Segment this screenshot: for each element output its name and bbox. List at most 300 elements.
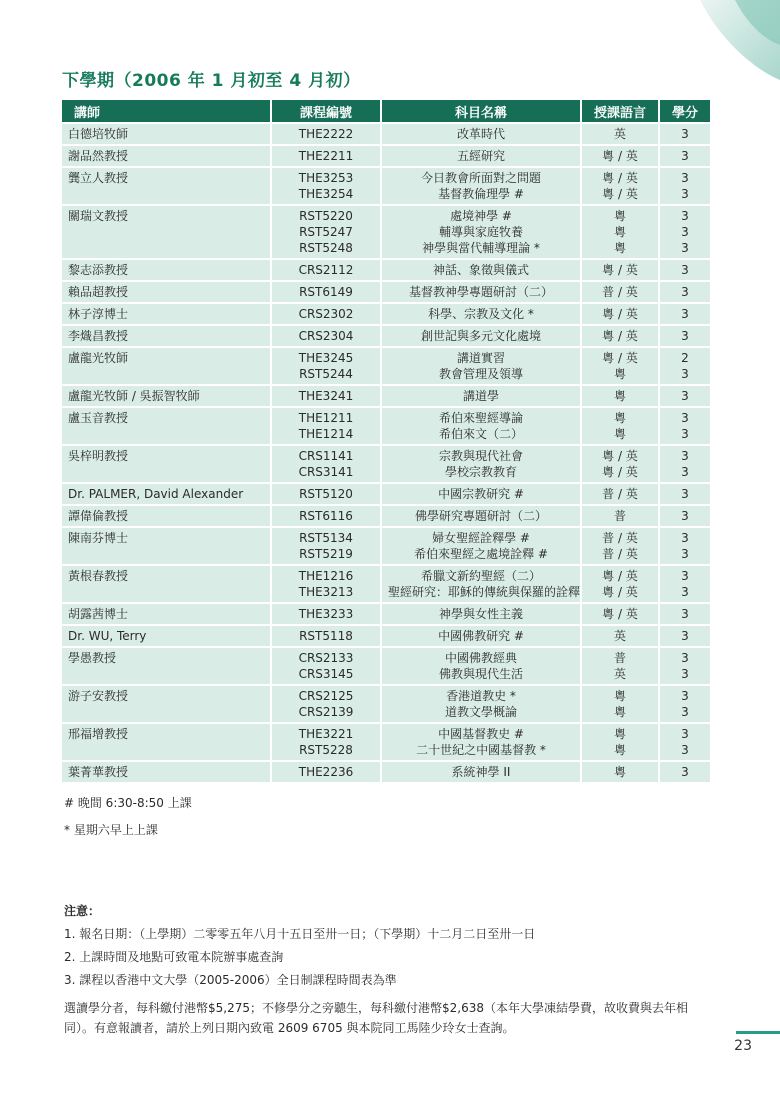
instructor-cell [62, 282, 272, 302]
course-code-value: RST5244 [299, 367, 353, 381]
course-code-value: THE3245 [298, 351, 354, 365]
instructor-cell [62, 260, 272, 280]
instructor-name: 關瑞文教授 [68, 209, 129, 223]
course-name-value: 二十世紀之中國基督教 * [416, 743, 546, 757]
credits-cell [660, 168, 710, 204]
language-cell [582, 206, 660, 258]
course-code-cell [272, 762, 382, 782]
credits-cell [660, 484, 710, 504]
header-credits: 學分 [660, 100, 710, 122]
instructor-name: 盧龍光牧師 / 吳振智牧師 [68, 389, 200, 403]
credits-value: 3 [681, 465, 689, 479]
course-code-value: THE2236 [298, 765, 354, 779]
course-code-value: CRS2133 [298, 651, 354, 665]
instructor-cell [62, 484, 272, 504]
course-code-value: THE3241 [298, 389, 354, 403]
notes-section [64, 902, 716, 1038]
credits-value: 3 [681, 743, 689, 757]
table-row [62, 506, 710, 526]
language-value: 英 [613, 667, 626, 681]
course-name-cell [382, 304, 582, 324]
course-name-cell [382, 626, 582, 646]
instructor-name: 黃根春教授 [68, 569, 129, 583]
language-cell [582, 724, 660, 760]
course-name-value: 學校宗教教育 [444, 465, 517, 479]
course-name-cell [382, 446, 582, 482]
credits-cell [660, 566, 710, 602]
language-value: 粵 / 英 [602, 607, 638, 621]
language-value: 粵 [613, 727, 626, 741]
course-name-value: 處境神學 # [450, 209, 512, 223]
course-code-value: CRS3145 [298, 667, 354, 681]
credits-value: 3 [681, 367, 689, 381]
footnote-saturday: * 星期六早上上課 [64, 823, 158, 837]
table-row [62, 566, 710, 602]
credits-cell [660, 206, 710, 258]
course-code-value: RST5118 [299, 629, 353, 643]
table-row [62, 604, 710, 624]
course-code-cell [272, 528, 382, 564]
language-cell [582, 762, 660, 782]
course-code-value: CRS2302 [298, 307, 354, 321]
table-row [62, 762, 710, 782]
language-cell [582, 626, 660, 646]
course-name-value: 宗教與現代社會 [438, 449, 523, 463]
course-name-value: 教會管理及領導 [438, 367, 523, 381]
course-code-value: CRS3141 [298, 465, 354, 479]
credits-value: 3 [681, 487, 689, 501]
note-item: 2. 上課時間及地點可致電本院辦事處查詢 [64, 950, 284, 964]
instructor-name: 李熾昌教授 [68, 329, 129, 343]
instructor-cell [62, 408, 272, 444]
course-name-cell [382, 168, 582, 204]
course-code-value: THE2211 [298, 149, 354, 163]
section-heading: 下學期（2006 年 1 月初至 4 月初） [62, 71, 361, 91]
course-name-value: 香港道教史 * [446, 689, 516, 703]
credits-value: 3 [681, 727, 689, 741]
course-code-cell [272, 282, 382, 302]
instructor-cell [62, 626, 272, 646]
credits-value: 3 [681, 569, 689, 583]
course-code-value: THE1211 [298, 411, 354, 425]
language-cell [582, 484, 660, 504]
credits-value: 2 [681, 351, 689, 365]
instructor-cell [62, 146, 272, 166]
course-code-value: RST5247 [299, 225, 353, 239]
credits-value: 3 [681, 171, 689, 185]
course-name-value: 道教文學概論 [444, 705, 517, 719]
instructor-cell [62, 386, 272, 406]
course-name-value: 中國宗教研究 # [438, 487, 524, 501]
language-cell [582, 506, 660, 526]
course-name-cell [382, 260, 582, 280]
course-name-value: 今日教會所面對之問題 [420, 171, 541, 185]
instructor-cell [62, 168, 272, 204]
course-code-value: RST5228 [299, 743, 353, 757]
course-name-cell [382, 762, 582, 782]
course-code-value: CRS2112 [298, 263, 354, 277]
table-row [62, 124, 710, 144]
credits-value: 3 [681, 585, 689, 599]
table-row [62, 260, 710, 280]
language-value: 粵 / 英 [602, 171, 638, 185]
instructor-name: 黎志添教授 [68, 263, 129, 277]
instructor-cell [62, 528, 272, 564]
credits-value: 3 [681, 285, 689, 299]
credits-value: 3 [681, 209, 689, 223]
language-cell [582, 566, 660, 602]
language-cell [582, 124, 660, 144]
table-row [62, 724, 710, 760]
instructor-cell [62, 566, 272, 602]
credits-cell [660, 348, 710, 384]
credits-value: 3 [681, 509, 689, 523]
credits-cell [660, 762, 710, 782]
language-value: 普 / 英 [602, 285, 638, 299]
course-name-cell [382, 506, 582, 526]
course-name-cell [382, 566, 582, 602]
course-code-value: RST6116 [299, 509, 353, 523]
instructor-cell [62, 206, 272, 258]
fee-paragraph: 選讀學分者，每科繳付港幣$5,275；不修學分之旁聽生，每科繳付港幣$2,638（本年大學凍結學費，故收費與去年相同）。有意報讀者，請於上列日期內致電 2609 6705 與本院同工馬陸少玲女士查詢。 [64, 1001, 688, 1035]
table-row [62, 282, 710, 302]
language-value: 粵 / 英 [602, 465, 638, 479]
credits-cell [660, 648, 710, 684]
credits-cell [660, 506, 710, 526]
footnote-evening: # 晚間 6:30-8:50 上課 [64, 796, 192, 810]
course-code-cell [272, 326, 382, 346]
language-value: 粵 [613, 689, 626, 703]
course-name-value: 佛教與現代生活 [438, 667, 523, 681]
credits-value: 3 [681, 225, 689, 239]
course-name-value: 講道實習 [456, 351, 505, 365]
language-value: 粵 / 英 [602, 585, 638, 599]
credits-value: 3 [681, 427, 689, 441]
language-value: 普 [613, 651, 626, 665]
credits-value: 3 [681, 263, 689, 277]
course-name-value: 婦女聖經詮釋學 # [432, 531, 530, 545]
credits-value: 3 [681, 651, 689, 665]
page-accent-line [736, 1031, 780, 1034]
instructor-cell [62, 304, 272, 324]
instructor-cell [62, 506, 272, 526]
course-code-cell [272, 146, 382, 166]
course-name-value: 系統神學 II [451, 765, 511, 779]
course-code-cell [272, 484, 382, 504]
language-value: 普 / 英 [602, 547, 638, 561]
course-code-value: THE3221 [298, 727, 354, 741]
credits-value: 3 [681, 411, 689, 425]
table-row [62, 446, 710, 482]
instructor-name: 賴品超教授 [68, 285, 129, 299]
course-name-cell [382, 484, 582, 504]
course-name-cell [382, 604, 582, 624]
table-row [62, 146, 710, 166]
course-name-value: 希伯來聖經之處境詮釋 # [414, 547, 548, 561]
course-name-cell [382, 408, 582, 444]
course-code-cell [272, 724, 382, 760]
language-value: 英 [613, 127, 626, 141]
credits-value: 3 [681, 329, 689, 343]
course-code-cell [272, 604, 382, 624]
instructor-name: 葉菁華教授 [68, 765, 129, 779]
course-name-value: 科學、宗教及文化 * [428, 307, 534, 321]
credits-cell [660, 260, 710, 280]
course-name-value: 改革時代 [456, 127, 505, 141]
instructor-name: 謝品然教授 [68, 149, 129, 163]
credits-value: 3 [681, 241, 689, 255]
course-code-value: CRS2125 [298, 689, 354, 703]
language-value: 普 / 英 [602, 487, 638, 501]
table-row [62, 648, 710, 684]
credits-cell [660, 282, 710, 302]
language-value: 粵 [613, 705, 626, 719]
credits-value: 3 [681, 531, 689, 545]
course-name-cell [382, 206, 582, 258]
course-code-cell [272, 348, 382, 384]
language-value: 普 / 英 [602, 531, 638, 545]
course-name-cell [382, 326, 582, 346]
header-language: 授課語言 [582, 100, 660, 122]
instructor-name: 邢福增教授 [68, 727, 129, 741]
instructor-cell [62, 648, 272, 684]
course-name-cell [382, 386, 582, 406]
credits-value: 3 [681, 667, 689, 681]
instructor-name: 學愚教授 [68, 651, 117, 665]
table-row [62, 168, 710, 204]
language-cell [582, 348, 660, 384]
course-code-cell [272, 260, 382, 280]
course-name-value: 希伯來聖經導論 [438, 411, 523, 425]
course-code-value: THE3254 [298, 187, 354, 201]
table-row [62, 304, 710, 324]
course-code-value: THE3253 [298, 171, 354, 185]
credits-value: 3 [681, 127, 689, 141]
language-value: 粵 [613, 241, 626, 255]
language-cell [582, 304, 660, 324]
course-code-cell [272, 304, 382, 324]
course-name-value: 希伯來文（二） [438, 427, 523, 441]
page-number: 23 [734, 1038, 752, 1054]
language-value: 粵 / 英 [602, 307, 638, 321]
course-name-cell [382, 648, 582, 684]
credits-cell [660, 326, 710, 346]
language-cell [582, 648, 660, 684]
course-name-cell [382, 348, 582, 384]
course-name-cell [382, 282, 582, 302]
course-name-value: 基督教神學專題研討（二） [408, 285, 553, 299]
course-code-value: CRS2139 [298, 705, 354, 719]
instructor-cell [62, 604, 272, 624]
course-name-cell [382, 124, 582, 144]
course-name-cell [382, 724, 582, 760]
credits-value: 3 [681, 765, 689, 779]
course-code-value: THE3233 [298, 607, 354, 621]
language-value: 粵 [613, 765, 626, 779]
credits-cell [660, 304, 710, 324]
instructor-name: Dr. PALMER, David Alexander [68, 487, 244, 501]
language-value: 普 [613, 509, 626, 523]
course-name-value: 神話、象徵與儀式 [432, 263, 529, 277]
credits-value: 3 [681, 607, 689, 621]
course-name-value: 聖經研究：耶穌的傳統與保羅的詮釋 [388, 585, 581, 599]
table-row [62, 528, 710, 564]
credits-cell [660, 408, 710, 444]
course-name-cell [382, 528, 582, 564]
credits-cell [660, 386, 710, 406]
language-value: 粵 [613, 367, 626, 381]
language-value: 粵 [613, 411, 626, 425]
language-cell [582, 168, 660, 204]
table-row [62, 484, 710, 504]
instructor-name: 盧龍光牧師 [68, 351, 129, 365]
course-code-cell [272, 648, 382, 684]
table-row [62, 348, 710, 384]
course-name-value: 五經研究 [456, 149, 505, 163]
instructor-cell [62, 724, 272, 760]
course-name-value: 基督教倫理學 # [438, 187, 524, 201]
course-code-cell [272, 408, 382, 444]
header-course-code: 課程編號 [272, 100, 382, 122]
header-instructor: 講師 [62, 100, 272, 122]
credits-cell [660, 146, 710, 166]
instructor-cell [62, 762, 272, 782]
instructor-name: Dr. WU, Terry [68, 629, 147, 643]
course-code-value: RST5248 [299, 241, 353, 255]
course-code-value: THE3213 [298, 585, 354, 599]
header-course-name: 科目名稱 [382, 100, 582, 122]
language-value: 英 [613, 629, 626, 643]
course-code-value: RST5219 [299, 547, 353, 561]
table-header-row [62, 100, 710, 122]
language-value: 粵 / 英 [602, 351, 638, 365]
course-name-cell [382, 686, 582, 722]
course-name-value: 神學與當代輔導理論 * [422, 241, 540, 255]
course-code-cell [272, 566, 382, 602]
course-code-cell [272, 206, 382, 258]
notes-title: 注意： [64, 904, 101, 918]
instructor-cell [62, 686, 272, 722]
language-cell [582, 282, 660, 302]
table-row [62, 326, 710, 346]
credits-cell [660, 686, 710, 722]
course-name-value: 中國佛教經典 [444, 651, 517, 665]
language-value: 粵 [613, 389, 626, 403]
language-value: 粵 / 英 [602, 569, 638, 583]
course-name-value: 希臘文新約聖經（二） [420, 569, 541, 583]
language-cell [582, 386, 660, 406]
credits-value: 3 [681, 449, 689, 463]
course-name-value: 佛學研究專題研討（二） [414, 509, 547, 523]
course-code-value: RST6149 [299, 285, 353, 299]
course-code-cell [272, 686, 382, 722]
instructor-name: 林子淳博士 [68, 307, 129, 321]
course-code-value: CRS2304 [298, 329, 354, 343]
course-code-value: RST5134 [299, 531, 353, 545]
language-cell [582, 146, 660, 166]
course-table [62, 98, 710, 784]
credits-value: 3 [681, 689, 689, 703]
language-value: 粵 [613, 743, 626, 757]
language-value: 粵 [613, 209, 626, 223]
course-name-value: 中國基督教史 # [438, 727, 524, 741]
language-value: 粵 [613, 427, 626, 441]
course-code-value: CRS1141 [298, 449, 354, 463]
language-cell [582, 686, 660, 722]
instructor-name: 胡露茜博士 [68, 607, 129, 621]
credits-cell [660, 124, 710, 144]
instructor-cell [62, 446, 272, 482]
credits-cell [660, 446, 710, 482]
note-item: 1. 報名日期：（上學期）二零零五年八月十五日至卅一日；（下學期）十二月二日至卅一日 [64, 927, 536, 941]
instructor-name: 盧玉音教授 [68, 411, 129, 425]
credits-cell [660, 626, 710, 646]
instructor-name: 陳南芬博士 [68, 531, 129, 545]
credits-value: 3 [681, 307, 689, 321]
course-code-cell [272, 386, 382, 406]
course-name-cell [382, 146, 582, 166]
credits-value: 3 [681, 187, 689, 201]
credits-value: 3 [681, 547, 689, 561]
table-row [62, 386, 710, 406]
instructor-name: 譚偉倫教授 [68, 509, 129, 523]
course-code-cell [272, 124, 382, 144]
table-row [62, 686, 710, 722]
instructor-name: 吳梓明教授 [68, 449, 129, 463]
language-value: 粵 [613, 225, 626, 239]
table-row [62, 626, 710, 646]
language-value: 粵 / 英 [602, 149, 638, 163]
course-code-value: RST5120 [299, 487, 353, 501]
course-code-cell [272, 168, 382, 204]
corner-decoration [660, 0, 780, 110]
language-cell [582, 528, 660, 564]
language-cell [582, 326, 660, 346]
credits-value: 3 [681, 389, 689, 403]
course-code-value: THE1214 [298, 427, 354, 441]
course-code-cell [272, 506, 382, 526]
course-code-cell [272, 626, 382, 646]
credits-cell [660, 724, 710, 760]
course-code-value: RST5220 [299, 209, 353, 223]
course-code-value: THE1216 [298, 569, 354, 583]
footnotes [64, 794, 192, 848]
language-value: 粵 / 英 [602, 449, 638, 463]
course-name-value: 講道學 [462, 389, 499, 403]
instructor-name: 游子安教授 [68, 689, 129, 703]
language-cell [582, 446, 660, 482]
language-cell [582, 260, 660, 280]
course-name-value: 神學與女性主義 [438, 607, 523, 621]
course-code-value: THE2222 [298, 127, 354, 141]
course-name-value: 輔導與家庭牧養 [438, 225, 523, 239]
note-item: 3. 課程以香港中文大學（2005-2006）全日制課程時間表為準 [64, 973, 397, 987]
language-value: 粵 / 英 [602, 329, 638, 343]
course-name-value: 創世記與多元文化處境 [420, 329, 541, 343]
language-cell [582, 408, 660, 444]
table-row [62, 206, 710, 258]
instructor-cell [62, 348, 272, 384]
credits-value: 3 [681, 149, 689, 163]
credits-cell [660, 604, 710, 624]
instructor-name: 白德培牧師 [68, 127, 129, 141]
instructor-cell [62, 124, 272, 144]
credits-value: 3 [681, 705, 689, 719]
language-value: 粵 / 英 [602, 263, 638, 277]
language-cell [582, 604, 660, 624]
instructor-cell [62, 326, 272, 346]
course-code-cell [272, 446, 382, 482]
